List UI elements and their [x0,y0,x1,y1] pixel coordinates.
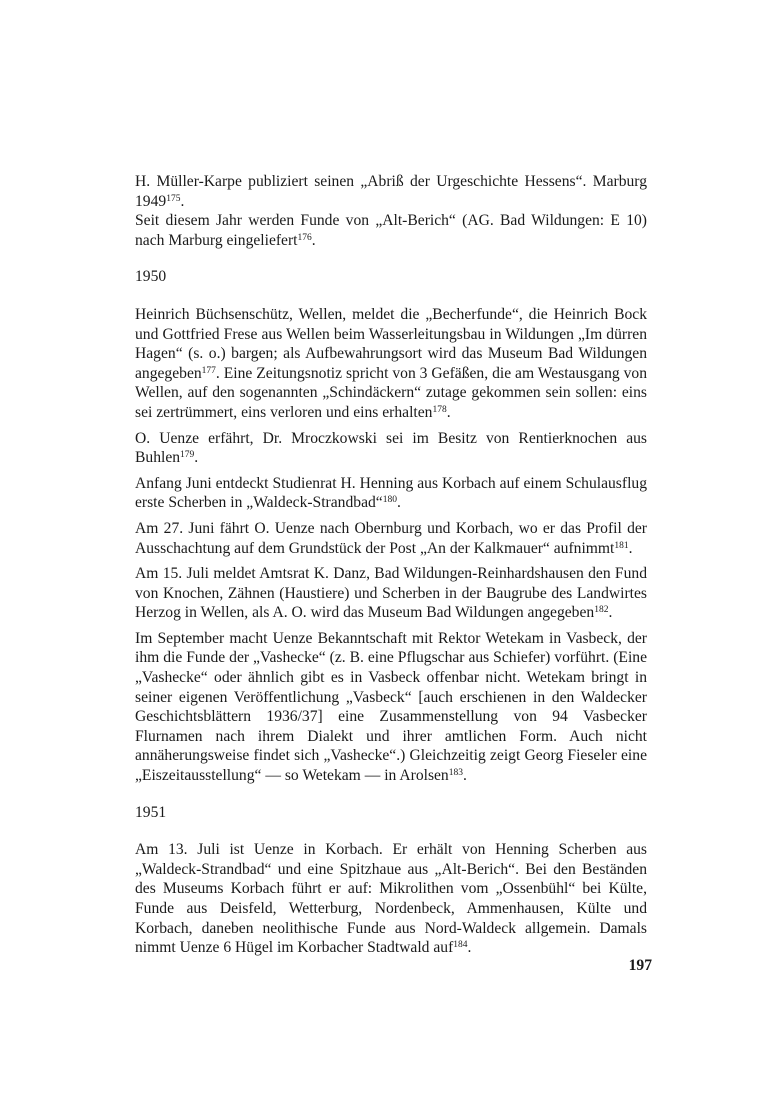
footnote-ref: 180 [382,495,397,506]
year-heading-1950: 1950 [135,268,167,286]
footnote-ref: 175 [166,193,181,204]
page-number: 197 [628,957,652,974]
footnote-ref: 176 [297,232,312,243]
paragraph: H. Müller-Karpe publiziert seinen „Abriß der Urgeschichte Hessens“. Marburg 1949$^{175}$. [135,173,647,210]
paragraph: Am 13. Juli ist Uenze in Korbach. Er erhält von Henning Scherben aus „Waldeck-Strandbad“ und eine Spitzhaue aus „Alt-Berich“. Bei den Beständen des Museums Korbach führt er auf: Mikrolithen vom „Ossenbühl“ bei Külte, Funde aus Deisfeld, Wetterburg, Nordenbeck, Ammenhausen, Külte und Korbach, daneben neolithische Funde aus Nord-Waldeck allgemein. Damals nimmt Uenze 6 Hügel im Korbacher Stadtwald auf$^{184}$. [135,841,647,957]
footnote-ref: 181 [614,540,629,551]
paragraph: Am 15. Juli meldet Amtsrat K. Danz, Bad Wildungen-Reinhardshausen den Fund von Knochen, Zähnen (Haustiere) und Scherben in der Baugrube des Landwirtes Herzog in Wellen, als A. O. wird das Museum Bad Wildungen angegeben$^{182}$. [135,565,647,622]
section-1950 [135,305,647,786]
paragraph: O. Uenze erfährt, Dr. Mroczkowski sei im Besitz von Rentierknochen aus Buhlen$^{179}$. [135,429,647,467]
footnote-ref: 184 [453,940,468,951]
section-1951 [135,840,647,958]
paragraph: Am 27. Juni fährt O. Uenze nach Obernburg und Korbach, wo er das Profil der Ausschachtung auf dem Grundstück der Post „An der Kalkmauer“ aufnimmt$^{181}$. [135,519,647,557]
paragraph: Anfang Juni entdeckt Studienrat H. Henning aus Korbach auf einem Schulausflug erste Scherben in „Waldeck-Strandbad“$^{180}$. [135,474,647,512]
paragraph: Heinrich Büchsenschütz, Wellen, meldet die „Becherfunde“, die Heinrich Bock und Gottfried Frese aus Wellen beim Wasserleitungsbau in Wildungen „Im dürren Hagen“ (s. o.) bargen; als Aufbewahrungsort wird das Museum Bad Wildungen angegeben$^{177}$. Eine Zeitungsnotiz spricht von 3 Gefäßen, die am Westausgang von Wellen, auf den sogenannten „Schindäckern“ zutage gekommen sein sollen: eins sei zertrümmert, eins verloren und eins erhalten$^{178}$. [135,305,647,421]
footnote-ref: 183 [448,768,463,779]
footnote-ref: 182 [594,605,609,616]
footnote-ref: 179 [180,450,195,461]
footnote-ref: 178 [432,404,447,415]
year-heading-1951: 1951 [135,803,167,821]
intro-section [135,172,647,250]
document-page [135,172,647,964]
paragraph: Im September macht Uenze Bekanntschaft mit Rektor Wetekam in Vasbeck, der ihm die Funde der „Vashecke“ (z. B. eine Pflugschar aus Schiefer) vorführt. (Eine „Vashecke“ oder ähnlich gibt es in Vasbeck offenbar nicht. Wetekam bringt in seiner eigenen Veröffentlichung „Vasbeck“ [auch erschienen in den Waldecker Geschichtsblättern 1936/37] eine Zusammenstellung von 94 Vasbecker Flurnamen nach ihrem Dialekt und ihrer amtlichen Form. Auch nicht annäherungsweise findet sich „Vashecke“.) Gleichzeitig zeigt Georg Fieseler eine „Eiszeitausstellung“ — so Wetekam — in Arolsen$^{183}$. [135,629,647,785]
paragraph: Seit diesem Jahr werden Funde von „Alt-Berich“ (AG. Bad Wildungen: E 10) nach Marburg eingeliefert$^{176}$. [135,212,647,249]
footnote-ref: 177 [201,365,216,376]
